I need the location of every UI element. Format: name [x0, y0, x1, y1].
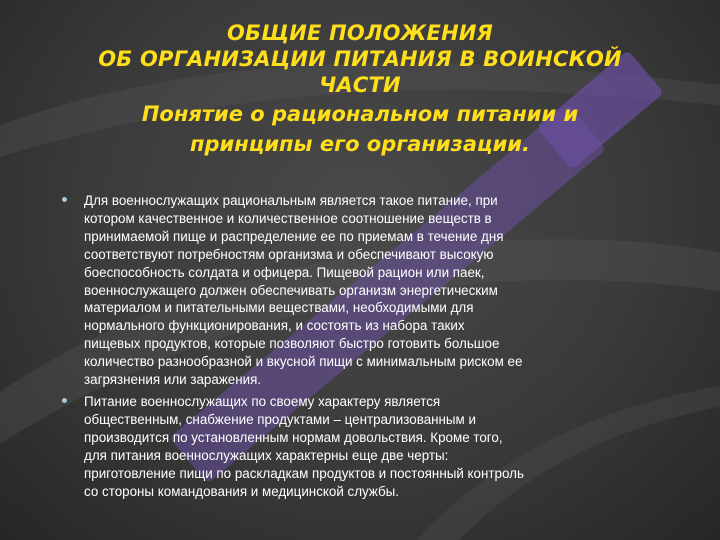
slide-title [30, 20, 690, 158]
bullet-paragraph-1 [62, 192, 632, 389]
bullet-dot-icon [62, 197, 67, 202]
paragraph-1-line-10: количество разнообразной и вкусной пищи с минимальным риском ее [84, 354, 523, 370]
paragraph-1-line-1: Для военнослужащих рациональным является такое питание, при [84, 193, 498, 208]
title-line-2: ОБ ОРГАНИЗАЦИИ ПИТАНИЯ В ВОИНСКОЙ [98, 47, 622, 71]
paragraph-1-line-9: пищевых продуктов, которые позволяют быстро готовить большое [84, 336, 500, 352]
paragraph-2-line-4: для питания военнослужащих характерны еще две черты: [84, 447, 449, 463]
paragraph-2-line-6: со стороны командования и медицинской службы. [84, 483, 400, 499]
bullet-dot-icon [62, 398, 67, 403]
paragraph-2-line-3: производится по установленным нормам довольствия. Кроме того, [84, 429, 503, 445]
paragraph-1-line-3: принимаемой пище и распределение ее по приемам в течение дня [84, 228, 504, 244]
subtitle-line-2: принципы его организации. [190, 132, 530, 156]
paragraph-2-line-5: приготовление пищи по раскладкам продуктов и постоянный контроль [84, 465, 524, 481]
subtitle-line-1: Понятие о рациональном питании и [141, 102, 579, 126]
paragraph-1-line-11: загрязнения или заражения. [84, 372, 262, 388]
paragraph-1-line-2: котором качественное и количественное соотношение веществ в [84, 210, 492, 226]
paragraph-2-line-2: общественным, снабжение продуктами – централизованным и [84, 411, 476, 427]
paragraph-1-line-6: военнослужащего должен обеспечивать организм энергетическим [84, 282, 498, 298]
paragraph-1-line-7: материалом и питательными веществами, необходимыми для [84, 300, 474, 316]
paragraph-1-line-4: соответствуют потребностям организма и обеспечивают высокую [84, 246, 494, 262]
paragraph-1-line-5: боеспособность солдата и офицера. Пищевой рацион или паек, [84, 264, 485, 280]
title-line-1: ОБЩИЕ ПОЛОЖЕНИЯ [226, 21, 494, 45]
paragraph-2-line-1: Питание военнослужащих по своему характеру является [84, 393, 441, 409]
title-line-3: ЧАСТИ [319, 73, 401, 97]
bullet-paragraph-2 [62, 393, 632, 500]
paragraph-1-line-8: нормального функционирования, и состоять из набора таких [84, 318, 465, 334]
slide-body [62, 192, 632, 504]
